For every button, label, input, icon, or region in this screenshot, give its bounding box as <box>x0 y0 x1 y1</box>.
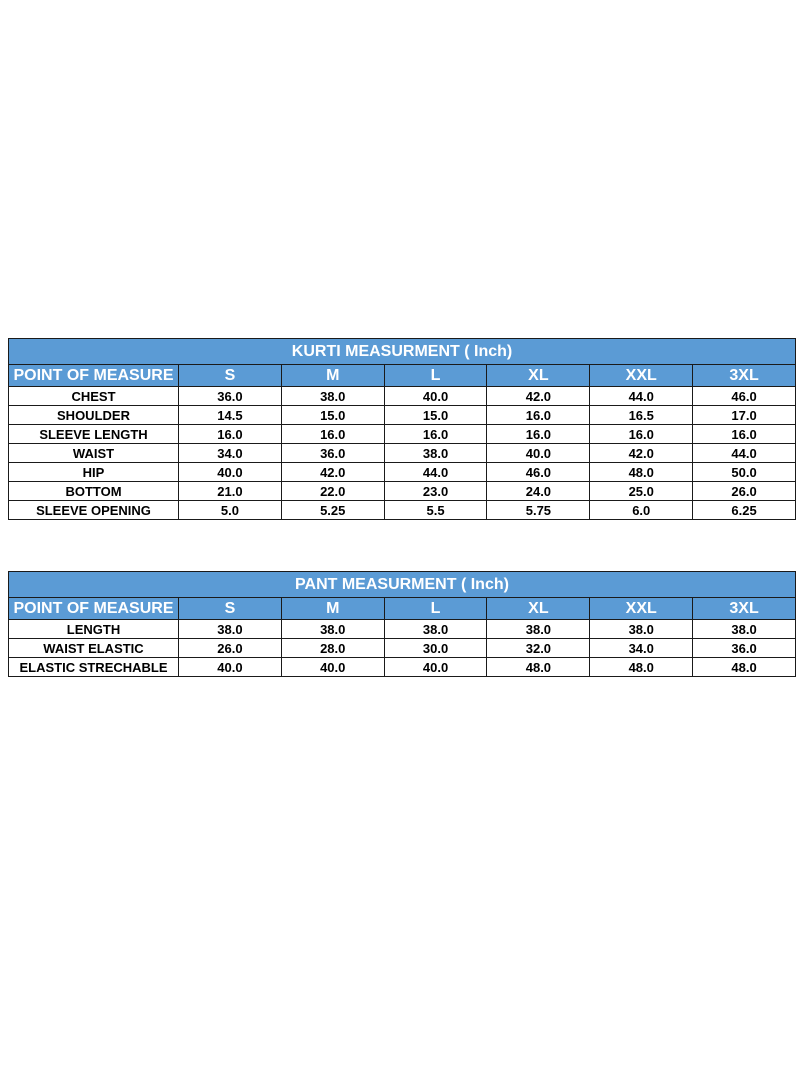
measure-label-cell: SLEEVE OPENING <box>9 501 179 520</box>
measure-value-cell: 38.0 <box>281 387 384 406</box>
measure-value-cell: 22.0 <box>281 482 384 501</box>
measure-value-cell: 30.0 <box>384 639 487 658</box>
measure-value-cell: 42.0 <box>487 387 590 406</box>
column-header-size: L <box>384 365 487 387</box>
table-row <box>9 501 796 520</box>
measure-value-cell: 28.0 <box>281 639 384 658</box>
measure-value-cell: 5.25 <box>281 501 384 520</box>
measure-label-cell: WAIST ELASTIC <box>9 639 179 658</box>
measure-value-cell: 16.0 <box>487 406 590 425</box>
table-row <box>9 463 796 482</box>
measure-value-cell: 26.0 <box>693 482 796 501</box>
measure-value-cell: 44.0 <box>590 387 693 406</box>
measure-value-cell: 15.0 <box>384 406 487 425</box>
measure-value-cell: 16.0 <box>384 425 487 444</box>
measure-value-cell: 42.0 <box>590 444 693 463</box>
measure-value-cell: 16.0 <box>693 425 796 444</box>
measure-value-cell: 5.5 <box>384 501 487 520</box>
table-row <box>9 406 796 425</box>
measure-value-cell: 32.0 <box>487 639 590 658</box>
measure-value-cell: 38.0 <box>384 444 487 463</box>
column-header-size: S <box>179 598 282 620</box>
table-row <box>9 425 796 444</box>
measure-value-cell: 40.0 <box>179 463 282 482</box>
measure-value-cell: 14.5 <box>179 406 282 425</box>
measure-label-cell: WAIST <box>9 444 179 463</box>
column-header-point-of-measure: POINT OF MEASURE <box>9 598 179 620</box>
table-row <box>9 658 796 677</box>
measure-label-cell: CHEST <box>9 387 179 406</box>
kurti-measurement-table <box>8 338 796 520</box>
measure-label-cell: ELASTIC STRECHABLE <box>9 658 179 677</box>
measure-value-cell: 40.0 <box>281 658 384 677</box>
column-header-size: S <box>179 365 282 387</box>
measure-value-cell: 46.0 <box>487 463 590 482</box>
table-row <box>9 482 796 501</box>
measure-value-cell: 16.5 <box>590 406 693 425</box>
measure-value-cell: 34.0 <box>590 639 693 658</box>
column-header-size: L <box>384 598 487 620</box>
measure-value-cell: 48.0 <box>693 658 796 677</box>
measure-value-cell: 21.0 <box>179 482 282 501</box>
measure-value-cell: 38.0 <box>384 620 487 639</box>
pant-table-title: PANT MEASURMENT ( Inch) <box>9 572 796 598</box>
measure-value-cell: 36.0 <box>281 444 384 463</box>
measure-value-cell: 44.0 <box>384 463 487 482</box>
table-title-row <box>9 572 796 598</box>
column-header-size: M <box>281 365 384 387</box>
table-row <box>9 620 796 639</box>
measure-value-cell: 16.0 <box>179 425 282 444</box>
measure-value-cell: 36.0 <box>179 387 282 406</box>
column-header-size: XXL <box>590 365 693 387</box>
measure-value-cell: 48.0 <box>590 463 693 482</box>
measure-value-cell: 5.0 <box>179 501 282 520</box>
column-header-point-of-measure: POINT OF MEASURE <box>9 365 179 387</box>
measure-label-cell: LENGTH <box>9 620 179 639</box>
measure-value-cell: 17.0 <box>693 406 796 425</box>
measure-value-cell: 15.0 <box>281 406 384 425</box>
measure-value-cell: 6.0 <box>590 501 693 520</box>
measure-value-cell: 16.0 <box>487 425 590 444</box>
column-header-size: 3XL <box>693 598 796 620</box>
measure-value-cell: 6.25 <box>693 501 796 520</box>
measure-value-cell: 23.0 <box>384 482 487 501</box>
measure-value-cell: 25.0 <box>590 482 693 501</box>
table-row <box>9 387 796 406</box>
measure-label-cell: SLEEVE LENGTH <box>9 425 179 444</box>
measure-value-cell: 34.0 <box>179 444 282 463</box>
column-header-size: M <box>281 598 384 620</box>
measure-value-cell: 38.0 <box>693 620 796 639</box>
measure-label-cell: HIP <box>9 463 179 482</box>
measure-value-cell: 16.0 <box>281 425 384 444</box>
measure-value-cell: 48.0 <box>590 658 693 677</box>
measure-value-cell: 42.0 <box>281 463 384 482</box>
column-header-size: 3XL <box>693 365 796 387</box>
measure-value-cell: 5.75 <box>487 501 590 520</box>
kurti-table-title: KURTI MEASURMENT ( Inch) <box>9 339 796 365</box>
column-header-size: XL <box>487 598 590 620</box>
measure-value-cell: 38.0 <box>281 620 384 639</box>
table-row <box>9 444 796 463</box>
measure-value-cell: 40.0 <box>384 387 487 406</box>
table-title-row <box>9 339 796 365</box>
measure-value-cell: 40.0 <box>487 444 590 463</box>
measure-label-cell: BOTTOM <box>9 482 179 501</box>
measure-value-cell: 36.0 <box>693 639 796 658</box>
measure-value-cell: 44.0 <box>693 444 796 463</box>
measure-value-cell: 38.0 <box>590 620 693 639</box>
column-header-size: XXL <box>590 598 693 620</box>
measure-value-cell: 40.0 <box>179 658 282 677</box>
table-header-row <box>9 598 796 620</box>
measure-value-cell: 50.0 <box>693 463 796 482</box>
measure-value-cell: 16.0 <box>590 425 693 444</box>
measure-value-cell: 24.0 <box>487 482 590 501</box>
table-header-row <box>9 365 796 387</box>
pant-measurement-table <box>8 571 796 677</box>
measure-value-cell: 26.0 <box>179 639 282 658</box>
measure-label-cell: SHOULDER <box>9 406 179 425</box>
column-header-size: XL <box>487 365 590 387</box>
measure-value-cell: 40.0 <box>384 658 487 677</box>
table-row <box>9 639 796 658</box>
measure-value-cell: 38.0 <box>179 620 282 639</box>
measure-value-cell: 46.0 <box>693 387 796 406</box>
measure-value-cell: 38.0 <box>487 620 590 639</box>
measure-value-cell: 48.0 <box>487 658 590 677</box>
